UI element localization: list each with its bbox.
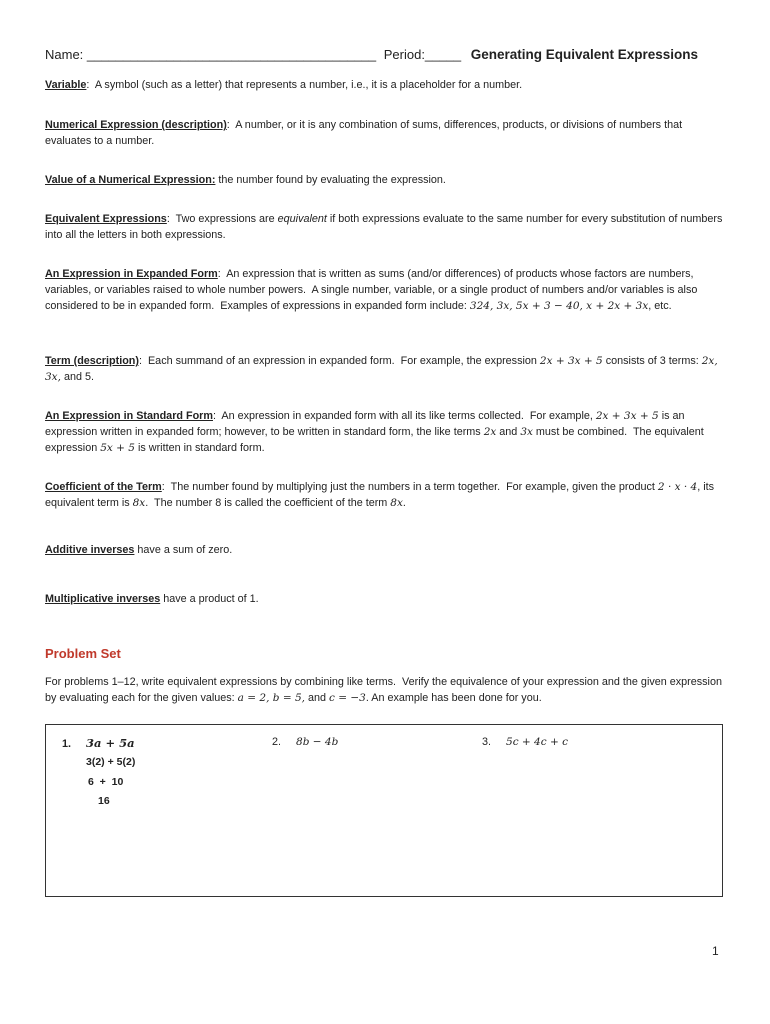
definition-text: Two expressions are equivalent if both expressions evaluate to the same number for every substitution of numbers into all the letters in both expressions. xyxy=(45,213,723,241)
problems-box xyxy=(45,724,723,897)
definition-text: the number found by evaluating the expression. xyxy=(218,174,446,186)
definition-term: Multiplicative inverses xyxy=(45,593,161,605)
problem-expression: 5c + 4c + c xyxy=(506,736,568,748)
definition-multiplicative-inverses xyxy=(45,591,727,607)
definition-text: An expression that is written as sums (and/or differences) of products whose factors are numbers, variables, or variables raised to whole number powers. A single number, variable, or a single product of numbers and/or variables is also considered to be in expanded form. Examples of expressions in expanded form include: 324, 3x, 5x + 3 − 40, x + 2x + 3x, etc. xyxy=(45,268,698,312)
definition-additive-inverses xyxy=(45,542,727,558)
definition-term: Numerical Expression (description) xyxy=(45,119,227,131)
example-work-line: 6 + 10 xyxy=(88,776,124,788)
definition-term: Equivalent Expressions xyxy=(45,213,167,225)
definition-term: An Expression in Expanded Form xyxy=(45,268,218,280)
problem-3 xyxy=(482,736,568,748)
definition-text: The number found by multiplying just the numbers in a term together. For example, given the product 2 · x · 4, its equivalent term is 8x. The number 8 is called the coefficient of the term 8x. xyxy=(45,481,715,509)
problem-set-instructions: For problems 1–12, write equivalent expressions by combining like terms. Verify the equivalence of your expression and the given expression by evaluating each for the given values: a = 2, b = 5, and c = −3. An example has been done for you. xyxy=(45,676,722,704)
worksheet-header xyxy=(45,47,735,62)
problem-expression: 3a + 5a xyxy=(86,736,135,750)
definition-term: An Expression in Standard Form xyxy=(45,410,213,422)
definition-text: have a sum of zero. xyxy=(137,544,233,556)
example-work-answer: 16 xyxy=(98,795,110,807)
definition-term: Coefficient of the Term xyxy=(45,481,162,493)
problem-set-title: Problem Set xyxy=(45,646,121,661)
example-work-line: 3(2) + 5(2) xyxy=(86,756,136,768)
definition-numerical-expression: Numerical Expression (description): A number, or it is any combination of sums, differences, products, or divisions of numbers that evaluates to a number. xyxy=(45,119,683,147)
definition-coefficient: Coefficient of the Term: The number found by multiplying just the numbers in a term together. For example, given the product 2 · x · 4, its equivalent term is 8x. The number 8 is called the coefficient of the term 8x. xyxy=(45,481,715,509)
definition-term: Additive inverses xyxy=(45,544,135,556)
definition-term: Value of a Numerical Expression: xyxy=(45,174,216,186)
name-field-label: Name: ________________________________________ xyxy=(45,47,377,62)
problem-number: 3. xyxy=(482,736,492,748)
problem-2 xyxy=(272,736,338,748)
period-field-label: Period:_____ xyxy=(383,47,462,62)
definition-term: Term (description) xyxy=(45,355,139,367)
definition-text: A number, or it is any combination of sums, differences, products, or divisions of numbers that evaluates to a number. xyxy=(45,119,683,147)
definition-text: have a product of 1. xyxy=(163,593,259,605)
definition-text: A symbol (such as a letter) that represents a number, i.e., it is a placeholder for a number. xyxy=(94,79,523,91)
definition-term: Variable xyxy=(45,79,87,91)
definition-text: Each summand of an expression in expanded form. For example, the expression 2x + 3x + 5 consists of 3 terms: 2x, 3x, and 5. xyxy=(45,355,718,383)
problem-1 xyxy=(62,736,135,750)
worksheet-title: Generating Equivalent Expressions xyxy=(470,47,699,62)
problem-number: 1. xyxy=(62,738,72,750)
definition-standard-form: An Expression in Standard Form: An expression in expanded form with all its like terms collected. For example, 2x + 3x + 5 is an expression written in expanded form; however, to be written in standard form, the like terms 2x and 3x must be combined. The equivalent expression 5x + 5 is written in standard form. xyxy=(45,410,704,454)
page-number: 1 xyxy=(712,944,719,958)
problem-number: 2. xyxy=(272,736,282,748)
definition-value-numerical-expression xyxy=(45,172,727,188)
problem-expression: 8b − 4b xyxy=(296,736,339,748)
definition-equivalent-expressions: Equivalent Expressions: Two expressions are equivalent if both expressions evaluate to the same number for every substitution of numbers into all the letters in both expressions. xyxy=(45,213,723,241)
definition-expanded-form: An Expression in Expanded Form: An expression that is written as sums (and/or differences) of products whose factors are numbers, variables, or variables raised to whole number powers. A single number, variable, or a single product of numbers and/or variables is also considered to be in expanded form. Examples of expressions in expanded form include: 324, 3x, 5x + 3 − 40, x + 2x + 3x, etc. xyxy=(45,268,698,312)
definition-text: An expression in expanded form with all its like terms collected. For example, 2x + 3x + 5 is an expression written in expanded form; however, to be written in standard form, the like terms 2x and 3x must be combined. The equivalent expression 5x + 5 is written in standard form. xyxy=(45,410,704,454)
definition-term-description: Term (description): Each summand of an expression in expanded form. For example, the expression 2x + 3x + 5 consists of 3 terms: 2x, 3x, and 5. xyxy=(45,355,718,383)
definition-variable: Variable: A symbol (such as a letter) that represents a number, i.e., it is a placeholder for a number. xyxy=(45,79,523,91)
